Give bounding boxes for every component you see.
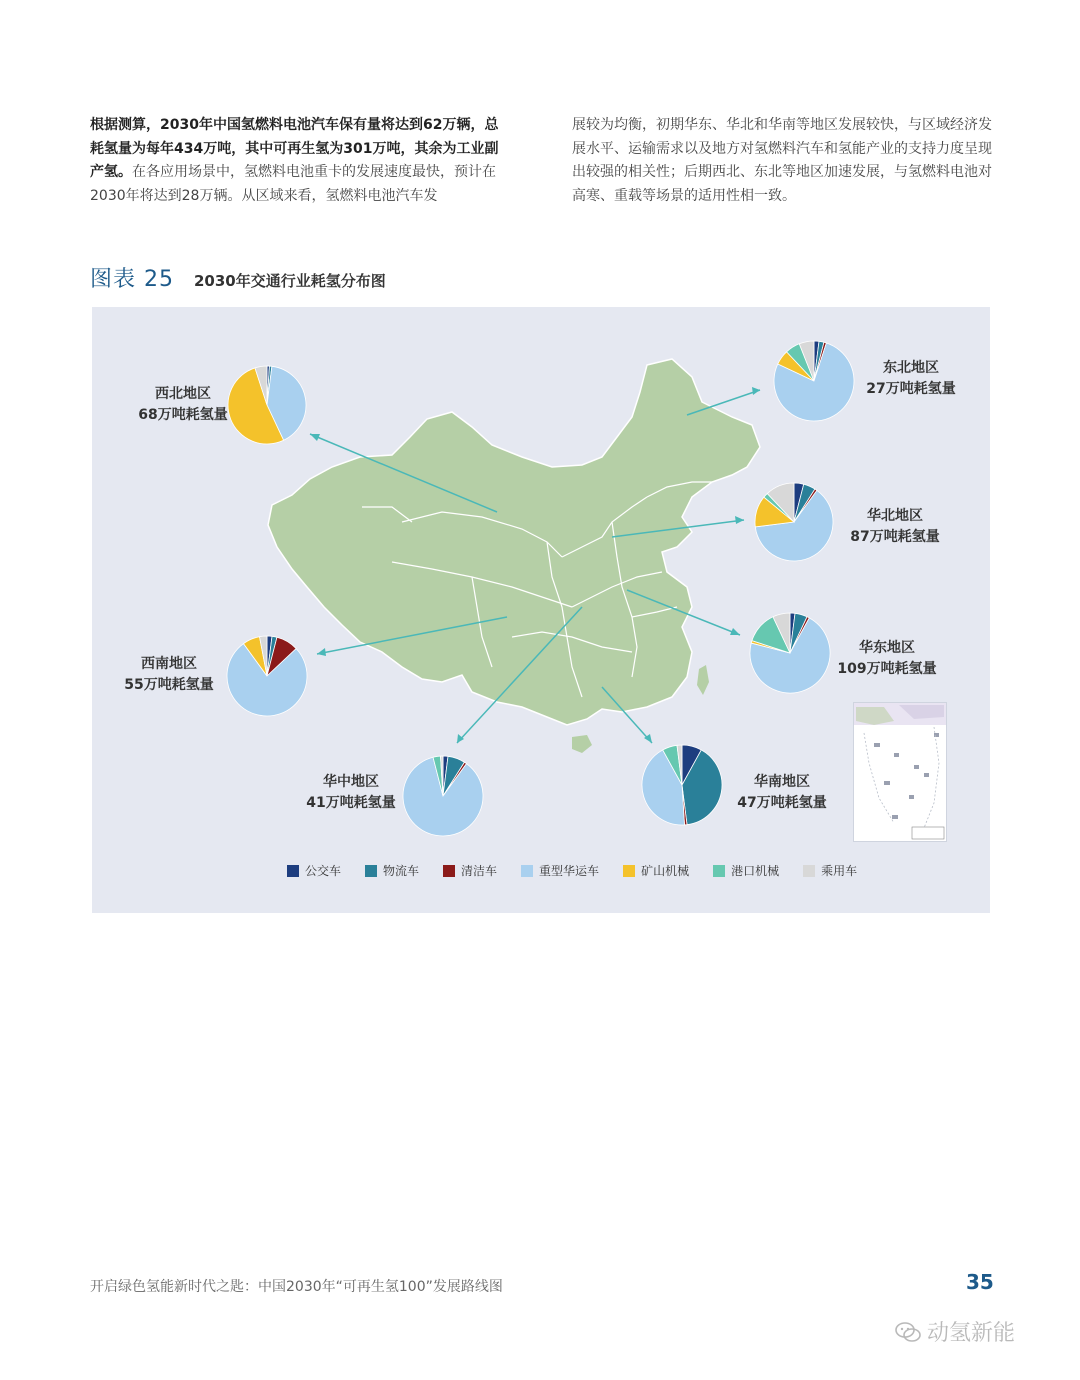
body-text-right: 展较为均衡，初期华东、华北和华南等地区发展较快，与区域经济发展水平、运输需求以及地方对氢燃料汽车和氢能产业的支持力度呈现出较强的相关性；后期西北、东北等地区加速发展，与氢燃料电池对高寒、重载等场景的适用性相一致。 — [572, 117, 992, 204]
region-name: 华北地区 — [867, 508, 923, 524]
region-label-southwest — [104, 654, 234, 696]
legend-item — [287, 862, 341, 879]
chart-legend — [287, 862, 881, 879]
region-label-northwest — [118, 384, 248, 426]
legend-swatch — [713, 865, 725, 877]
footer-text: 开启绿色氢能新时代之匙：中国2030年“可再生氢100”发展路线图 — [90, 1279, 503, 1295]
region-value: 41万吨耗氢量 — [306, 795, 396, 811]
body-text-regular: 在各应用场景中，氢燃料电池重卡的发展速度最快，预计在2030年将达到28万辆。从区域来看，氢燃料电池汽车发 — [90, 164, 496, 204]
region-label-north — [830, 506, 960, 548]
region-name: 华南地区 — [754, 774, 810, 790]
region-name: 华东地区 — [859, 640, 915, 656]
region-value: 68万吨耗氢量 — [138, 407, 228, 423]
figure-title: 2030年交通行业耗氢分布图 — [194, 272, 386, 290]
legend-label: 清洁车 — [461, 864, 498, 878]
region-value: 109万吨耗氢量 — [837, 661, 937, 677]
legend-swatch — [443, 865, 455, 877]
pie-2 — [755, 483, 833, 561]
legend-label: 重型华运车 — [539, 864, 600, 878]
legend-label: 乘用车 — [821, 864, 858, 878]
legend-label: 矿山机械 — [641, 864, 690, 878]
legend-swatch — [287, 865, 299, 877]
inset-map-drawing — [854, 703, 946, 841]
region-name: 西南地区 — [141, 656, 197, 672]
body-text-left — [90, 114, 510, 208]
figure-number: 图表 25 — [90, 267, 174, 292]
pie-1 — [774, 341, 854, 421]
region-value: 47万吨耗氢量 — [737, 795, 827, 811]
page-number: 35 — [966, 1270, 994, 1294]
legend-swatch — [521, 865, 533, 877]
legend-item — [521, 862, 599, 879]
legend-swatch — [803, 865, 815, 877]
region-label-east — [822, 638, 952, 680]
region-label-northeast — [846, 358, 976, 400]
legend-swatch — [623, 865, 635, 877]
region-name: 西北地区 — [155, 386, 211, 402]
region-label-south — [717, 772, 847, 814]
region-value: 55万吨耗氢量 — [124, 677, 214, 693]
hainan-island — [572, 735, 592, 753]
region-name: 东北地区 — [883, 360, 939, 376]
legend-item — [713, 862, 779, 879]
legend-swatch — [365, 865, 377, 877]
pie-3 — [750, 613, 830, 693]
china-map-shape — [268, 359, 760, 725]
wechat-icon — [895, 1321, 921, 1343]
legend-item — [443, 862, 497, 879]
map-figure — [92, 307, 990, 913]
taiwan-island — [697, 665, 709, 695]
watermark-text: 动氢新能 — [927, 1321, 1016, 1346]
region-value: 27万吨耗氢量 — [866, 381, 956, 397]
pie-6 — [642, 745, 722, 825]
legend-label: 物流车 — [383, 864, 420, 878]
figure-heading — [90, 262, 386, 292]
legend-item — [365, 862, 419, 879]
legend-label: 港口机械 — [731, 864, 780, 878]
watermark — [895, 1316, 1015, 1347]
pie-4 — [227, 636, 307, 716]
legend-item — [803, 862, 857, 879]
legend-label: 公交车 — [305, 864, 342, 878]
south-china-sea-inset — [853, 702, 947, 842]
region-name: 华中地区 — [323, 774, 379, 790]
body-text-bold: 根据测算，2030年中国氢燃料电池汽车保有量将达到62万辆，总耗氢量为每年434万吨，其中可再生氢为301万吨，其余为工业副产氢。 — [90, 117, 499, 180]
region-value: 87万吨耗氢量 — [850, 529, 940, 545]
region-label-central — [286, 772, 416, 814]
legend-item — [623, 862, 689, 879]
